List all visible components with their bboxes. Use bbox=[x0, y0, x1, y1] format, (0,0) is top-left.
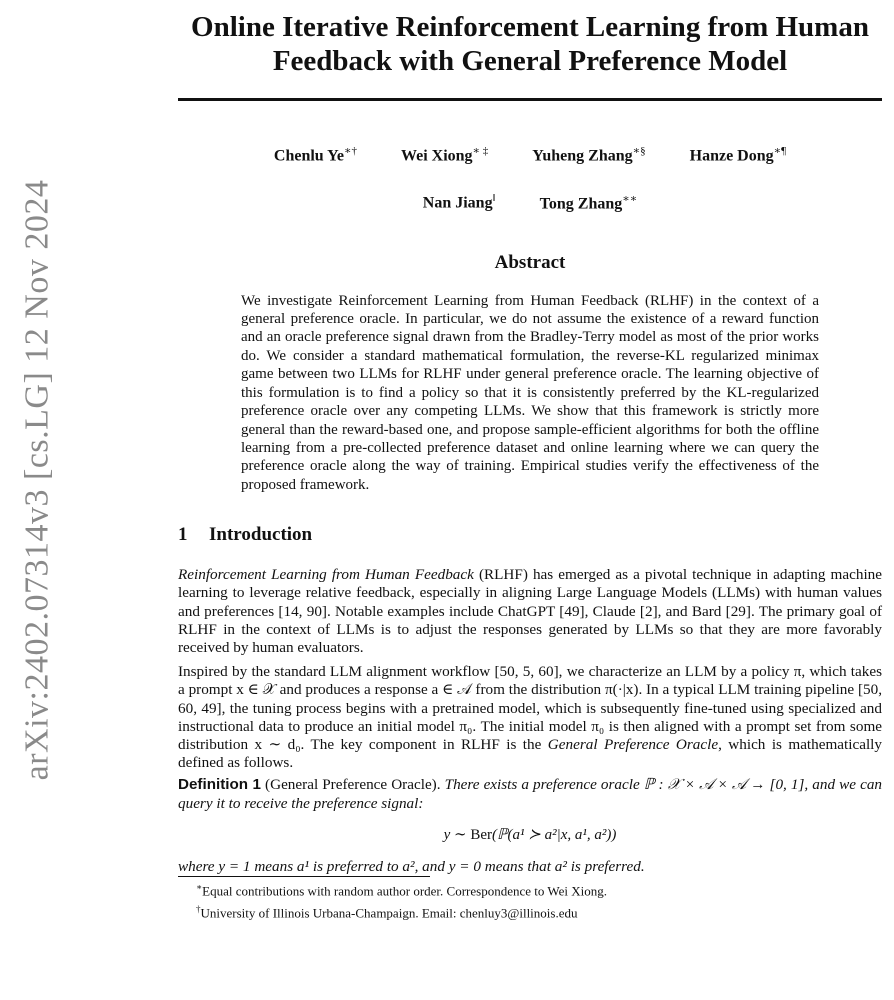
paper-page bbox=[178, 0, 882, 921]
section-number: 1 bbox=[178, 524, 188, 546]
intro-paragraph-1: Reinforcement Learning from Human Feedback (RLHF) has emerged as a pivotal technique in adapting machine learning to leverage relative feedback, especially in aligning Large Language Models (LLMs) with human values and preferences [14, 90]. Notable examples include ChatGPT [49], Claude [2], and Bard [29]. The primary goal of RLHF in the context of LLMs is to adjust the responses generated by LLMs so that they are more favorably received by human evaluators. bbox=[178, 566, 882, 656]
section-heading bbox=[178, 524, 882, 546]
author-row-2 bbox=[178, 192, 882, 213]
intro-paragraph-2: Inspired by the standard LLM alignment workflow [50, 5, 60], we characterize an LLM by a policy π, which takes a prompt x ∈ 𝒳 and produces a response a ∈ 𝒜 from the distribution π(·|x). In a typical LLM training pipeline [50, 60, 49], the tuning process begins with a pretrained model, which is subsequently fine-tuned using specialized and instructional data to produce an initial model π₀. The initial model π₀ is then aligned with a prompt set from some distribution x ∼ d₀. The key component in RLHF is the General Preference Oracle, which is mathematically defined as follows. bbox=[178, 663, 882, 772]
title-rule bbox=[178, 98, 882, 101]
definition-statement: There exists a preference oracle ℙ : 𝒳 × 𝒜 × 𝒜 → [0, 1], and we can query it to receive the preference signal: bbox=[178, 776, 883, 812]
arxiv-id: arXiv:2402.07314v3 [cs.LG] 12 Nov 2024 bbox=[18, 179, 56, 781]
author-block bbox=[178, 144, 882, 214]
section-title: Introduction bbox=[209, 524, 313, 546]
definition-block bbox=[178, 776, 882, 812]
author: Tong Zhang∗∗ bbox=[539, 193, 638, 213]
author: Wei Xiong∗ ‡ bbox=[400, 145, 489, 165]
equation: y ∼ Ber(ℙ(a¹ ≻ a²|x, a¹, a²)) bbox=[443, 826, 617, 843]
footnote: ∗Equal contributions with random author order. Correspondence to Wei Xiong. bbox=[196, 881, 608, 899]
definition-name: (General Preference Oracle). bbox=[260, 776, 445, 794]
footnote: †University of Illinois Urbana-Champaign. Email: chenluy3@illinois.edu bbox=[196, 904, 578, 921]
author: Chenlu Ye∗† bbox=[273, 145, 357, 165]
abstract-heading: Abstract bbox=[494, 251, 566, 273]
author: Hanze Dong∗¶ bbox=[689, 145, 787, 165]
paper-title: Online Iterative Reinforcement Learning from Human Feedback with General Preference Model bbox=[191, 11, 869, 77]
footnote-rule bbox=[178, 876, 430, 877]
author: Yuheng Zhang∗§ bbox=[532, 145, 646, 165]
definition-tail: where y = 1 means a¹ is preferred to a², and y = 0 means that a² is preferred. bbox=[178, 857, 645, 875]
definition-label: Definition 1 bbox=[178, 776, 261, 794]
abstract-text: We investigate Reinforcement Learning from Human Feedback (RLHF) in the context of a general preference oracle. In particular, we do not assume the existence of a reward function and an oracle preference signal drawn from the Bradley-Terry model as most of the prior works do. We consider a standard mathematical formulation, the reverse-KL regularized minimax game between two LLMs for RLHF under general preference oracle. The learning objective of this formulation is to find a policy so that it is consistently preferred by the KL-regularized preference oracle over any competing LLMs. We show that this framework is strictly more general than the reward-based one, and propose sample-efficient algorithms for both the offline learning from a pre-collected preference dataset and online learning where we can query the preference oracle along the way of training. Empirical studies verify the effectiveness of the proposed framework. bbox=[241, 292, 819, 493]
author: Nan Jiang‖ bbox=[422, 192, 496, 212]
author-row-1 bbox=[178, 144, 882, 165]
arxiv-stamp bbox=[12, 170, 62, 790]
